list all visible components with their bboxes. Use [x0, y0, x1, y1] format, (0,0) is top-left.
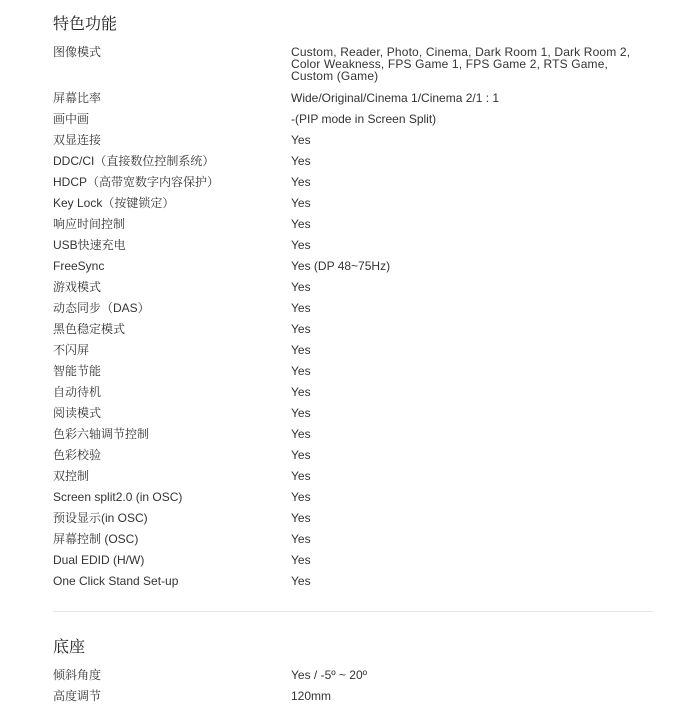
section-divider	[53, 611, 653, 612]
spec-label: 游戏模式	[53, 280, 102, 294]
spec-value: Yes	[291, 154, 311, 168]
spec-row	[53, 382, 653, 403]
spec-row	[53, 529, 653, 550]
spec-row	[53, 109, 653, 130]
spec-row	[53, 235, 653, 256]
spec-value: Yes	[291, 406, 311, 420]
spec-row	[53, 361, 653, 382]
spec-row	[53, 42, 653, 88]
stand-spec-list	[53, 665, 653, 707]
spec-label: 响应时间控制	[53, 217, 126, 231]
spec-value: Yes	[291, 532, 311, 546]
spec-value: Yes	[291, 553, 311, 567]
spec-value: Yes	[291, 343, 311, 357]
spec-label: 高度调节	[53, 689, 102, 703]
spec-row	[53, 686, 653, 707]
spec-row	[53, 403, 653, 424]
spec-label: 智能节能	[53, 364, 102, 378]
spec-row	[53, 214, 653, 235]
spec-label: 不闪屏	[53, 343, 90, 357]
spec-label: 屏幕比率	[53, 91, 102, 105]
section-title-features: 特色功能	[53, 16, 118, 33]
spec-value: Yes	[291, 280, 311, 294]
features-spec-list	[53, 42, 653, 592]
spec-label: 倾斜角度	[53, 668, 102, 682]
spec-label: DDC/CI（直接数位控制系统）	[53, 154, 215, 168]
spec-value: Wide/Original/Cinema 1/Cinema 2/1 : 1	[291, 91, 500, 105]
spec-label: 阅读模式	[53, 406, 102, 420]
spec-label: USB快速充电	[53, 238, 126, 252]
spec-value: Yes	[291, 364, 311, 378]
spec-label: 色彩校验	[53, 448, 102, 462]
spec-label: 双控制	[53, 469, 90, 483]
spec-value: Yes	[291, 469, 311, 483]
spec-value: Yes (DP 48~75Hz)	[291, 259, 391, 273]
spec-row	[53, 298, 653, 319]
spec-label: One Click Stand Set-up	[53, 574, 179, 588]
spec-row	[53, 277, 653, 298]
spec-label: 屏幕控制 (OSC)	[53, 532, 139, 546]
spec-row	[53, 487, 653, 508]
spec-label: 预设显示(in OSC)	[53, 511, 148, 525]
spec-row	[53, 340, 653, 361]
spec-label: Key Lock（按键锁定）	[53, 196, 175, 210]
spec-row	[53, 88, 653, 109]
spec-label: 动态同步（DAS）	[53, 301, 150, 315]
spec-value: Yes	[291, 427, 311, 441]
spec-value: Yes	[291, 217, 311, 231]
spec-row	[53, 550, 653, 571]
spec-label: 黑色稳定模式	[53, 322, 126, 336]
spec-value: -(PIP mode in Screen Split)	[291, 112, 437, 126]
spec-value: Yes	[291, 301, 311, 315]
spec-value: Custom, Reader, Photo, Cinema, Dark Room 1, Dark Room 2, Color Weakness, FPS Game 1, FPS Game 2, RTS Game, Custom (Game)	[291, 45, 631, 83]
stand-section	[53, 637, 653, 707]
spec-value: Yes	[291, 175, 311, 189]
section-title-stand: 底座	[53, 639, 86, 656]
spec-value: Yes / -5º ~ 20º	[291, 668, 368, 682]
spec-row	[53, 665, 653, 686]
features-section	[53, 14, 653, 592]
spec-value: Yes	[291, 322, 311, 336]
spec-label: 图像模式	[53, 45, 102, 59]
spec-row	[53, 424, 653, 445]
spec-row	[53, 151, 653, 172]
spec-row	[53, 172, 653, 193]
spec-row	[53, 256, 653, 277]
spec-row	[53, 571, 653, 592]
spec-value: Yes	[291, 511, 311, 525]
spec-row	[53, 130, 653, 151]
spec-row	[53, 445, 653, 466]
spec-label: FreeSync	[53, 259, 105, 273]
spec-label: HDCP（高带宽数字内容保护）	[53, 175, 220, 189]
spec-label: Dual EDID (H/W)	[53, 553, 145, 567]
spec-value: Yes	[291, 448, 311, 462]
spec-label: 画中画	[53, 112, 90, 126]
spec-value: Yes	[291, 385, 311, 399]
spec-label: Screen split2.0 (in OSC)	[53, 490, 183, 504]
spec-label: 自动待机	[53, 385, 102, 399]
spec-value: 120mm	[291, 689, 332, 703]
spec-row	[53, 319, 653, 340]
spec-label: 色彩六轴调节控制	[53, 427, 150, 441]
spec-value: Yes	[291, 196, 311, 210]
spec-value: Yes	[291, 238, 311, 252]
spec-value: Yes	[291, 574, 311, 588]
spec-row	[53, 466, 653, 487]
spec-value: Yes	[291, 490, 311, 504]
spec-row	[53, 508, 653, 529]
spec-label: 双显连接	[53, 133, 102, 147]
spec-value: Yes	[291, 133, 311, 147]
spec-row	[53, 193, 653, 214]
